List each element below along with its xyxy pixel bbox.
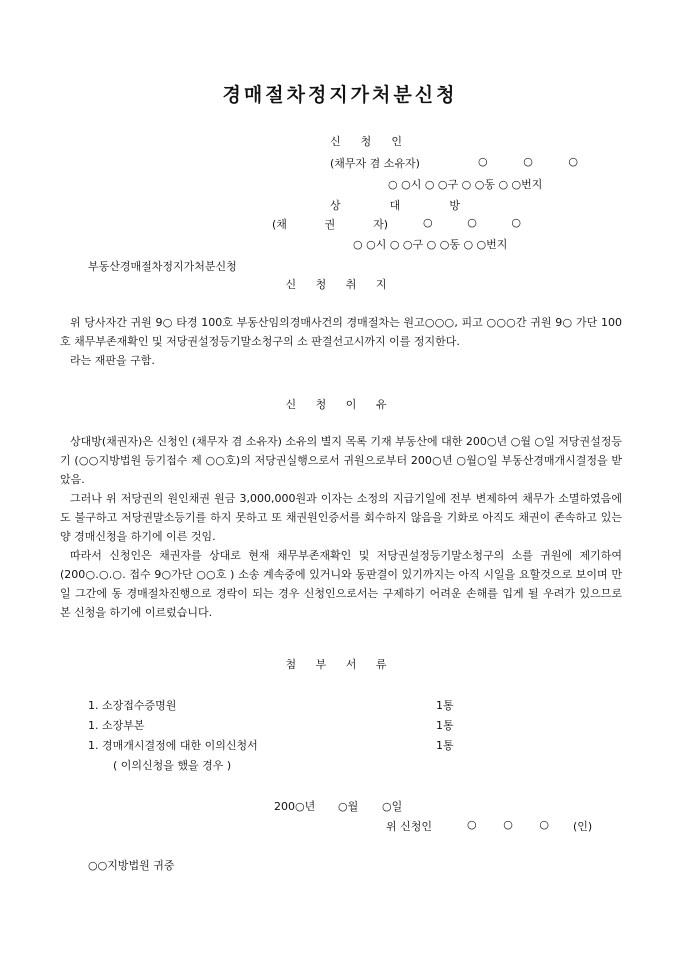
purpose-closing: 라는 재판을 구함. [70,354,155,367]
respondent-label-char: 상 [330,199,341,212]
attachment-item: 1. 소장접수증명원 [88,699,177,712]
respondent-sublabel-part: (채 [272,218,287,231]
applicant-name [478,155,578,168]
respondent-label-char: 방 [449,199,460,212]
date-month: ○월 [338,800,359,813]
respondent-name [423,216,521,229]
attachment-note: ( 이의신청을 했을 경우 ) [113,759,232,772]
respondent-name-char: ○ [423,216,433,229]
respondent-sublabel-part: 자) [373,218,388,231]
court-addressee: ○○지방법원 귀중 [88,859,175,872]
attachment-item: 1. 경매개시결정에 대한 이의신청서 [88,739,258,752]
respondent-label-char: 대 [389,199,401,212]
signer-name-char: ○ [467,818,477,831]
applicant-label [330,133,402,149]
purpose-text: 위 당사자간 귀원 9○ 타경 100호 부동산임의경매사건의 경매절차는 원고○○○, 피고 ○○○간 귀원 9○ 가단 100호 채무부존재확인 및 저당권설정등기말소청구의 소 판결선고시까지 이를 정지한다. [60,316,622,348]
applicant-name-char: ○ [523,155,533,168]
applicant-name-char: ○ [568,155,578,168]
date-year: 200○년 [274,800,316,813]
attachment-count: 1통 [436,699,454,712]
respondent-name-char: ○ [511,216,521,229]
purpose-section [60,313,622,370]
document-title: 경매절차정지가처분신청 [222,84,458,106]
attachments-heading: 첨 부 서 류 [285,658,395,671]
applicant-sublabel: (채무자 겸 소유자) [330,157,420,170]
reason-heading: 신 청 이 유 [285,398,395,411]
date-day: ○일 [382,800,403,813]
case-name: 부동산경매절차정지가처분신청 [88,260,237,273]
reason-section [60,432,622,622]
respondent-label [330,197,460,213]
respondent-address: ○ ○시 ○ ○구 ○ ○동 ○ ○번지 [353,238,508,251]
respondent-sublabel-part: 권 [324,218,336,231]
respondent-sublabel [272,216,388,232]
reason-paragraph: 따라서 신청인은 채권자를 상대로 현재 채무부존재확인 및 저당권설정등기말소청구의 소를 귀원에 제기하여 (200○.○.○. 접수 9○가단 ○○호 ) 소송 계속중에 있거니와 동판결이 있기까지는 아직 시일을 요할것으로 보이며 만일 그간에 동 경매절차진행으로 경락이 되는 경우 신청인으로서는 구제하기 어려운 손해를 입게 될 우려가 있으므로 본 신청을 하기에 이르렀습니다. [60,549,622,619]
signer-name-char: ○ [539,818,549,831]
applicant-address: ○ ○시 ○ ○구 ○ ○동 ○ ○번지 [388,178,543,191]
reason-paragraph: 그러나 위 저당권의 원인채권 원금 3,000,000원과 이자는 소정의 지급기일에 전부 변제하여 채무가 소멸하였음에도 불구하고 저당권말소등기를 하지 못하고 또 채권원인증서를 회수하지 않음을 기화로 아직도 채권이 존속하고 있는 양 경매신청을 하기에 이른 것임. [60,492,622,543]
applicant-name-char: ○ [478,155,488,168]
respondent-name-char: ○ [467,216,477,229]
attachment-count: 1통 [436,739,454,752]
signer-seal: (인) [573,820,593,833]
applicant-label-char: 신 [330,135,341,148]
signer-label: 위 신청인 [386,820,433,833]
signer-name [467,818,549,831]
attachment-count: 1통 [436,719,454,732]
applicant-label-char: 인 [391,135,402,148]
purpose-heading: 신 청 취 지 [285,278,395,291]
applicant-label-char: 청 [360,135,372,148]
attachment-item: 1. 소장부본 [88,719,145,732]
signer-name-char: ○ [503,818,513,831]
reason-paragraph: 상대방(채권자)은 신청인 (채무자 겸 소유자) 소유의 별지 목록 기재 부동산에 대한 200○년 ○월 ○일 저당권설정등기 (○○지방법원 등기접수 제 ○○호)의 저당권실행으로서 귀원으로부터 200○년 ○월○일 부동산경매개시결정을 받았음. [60,435,622,486]
